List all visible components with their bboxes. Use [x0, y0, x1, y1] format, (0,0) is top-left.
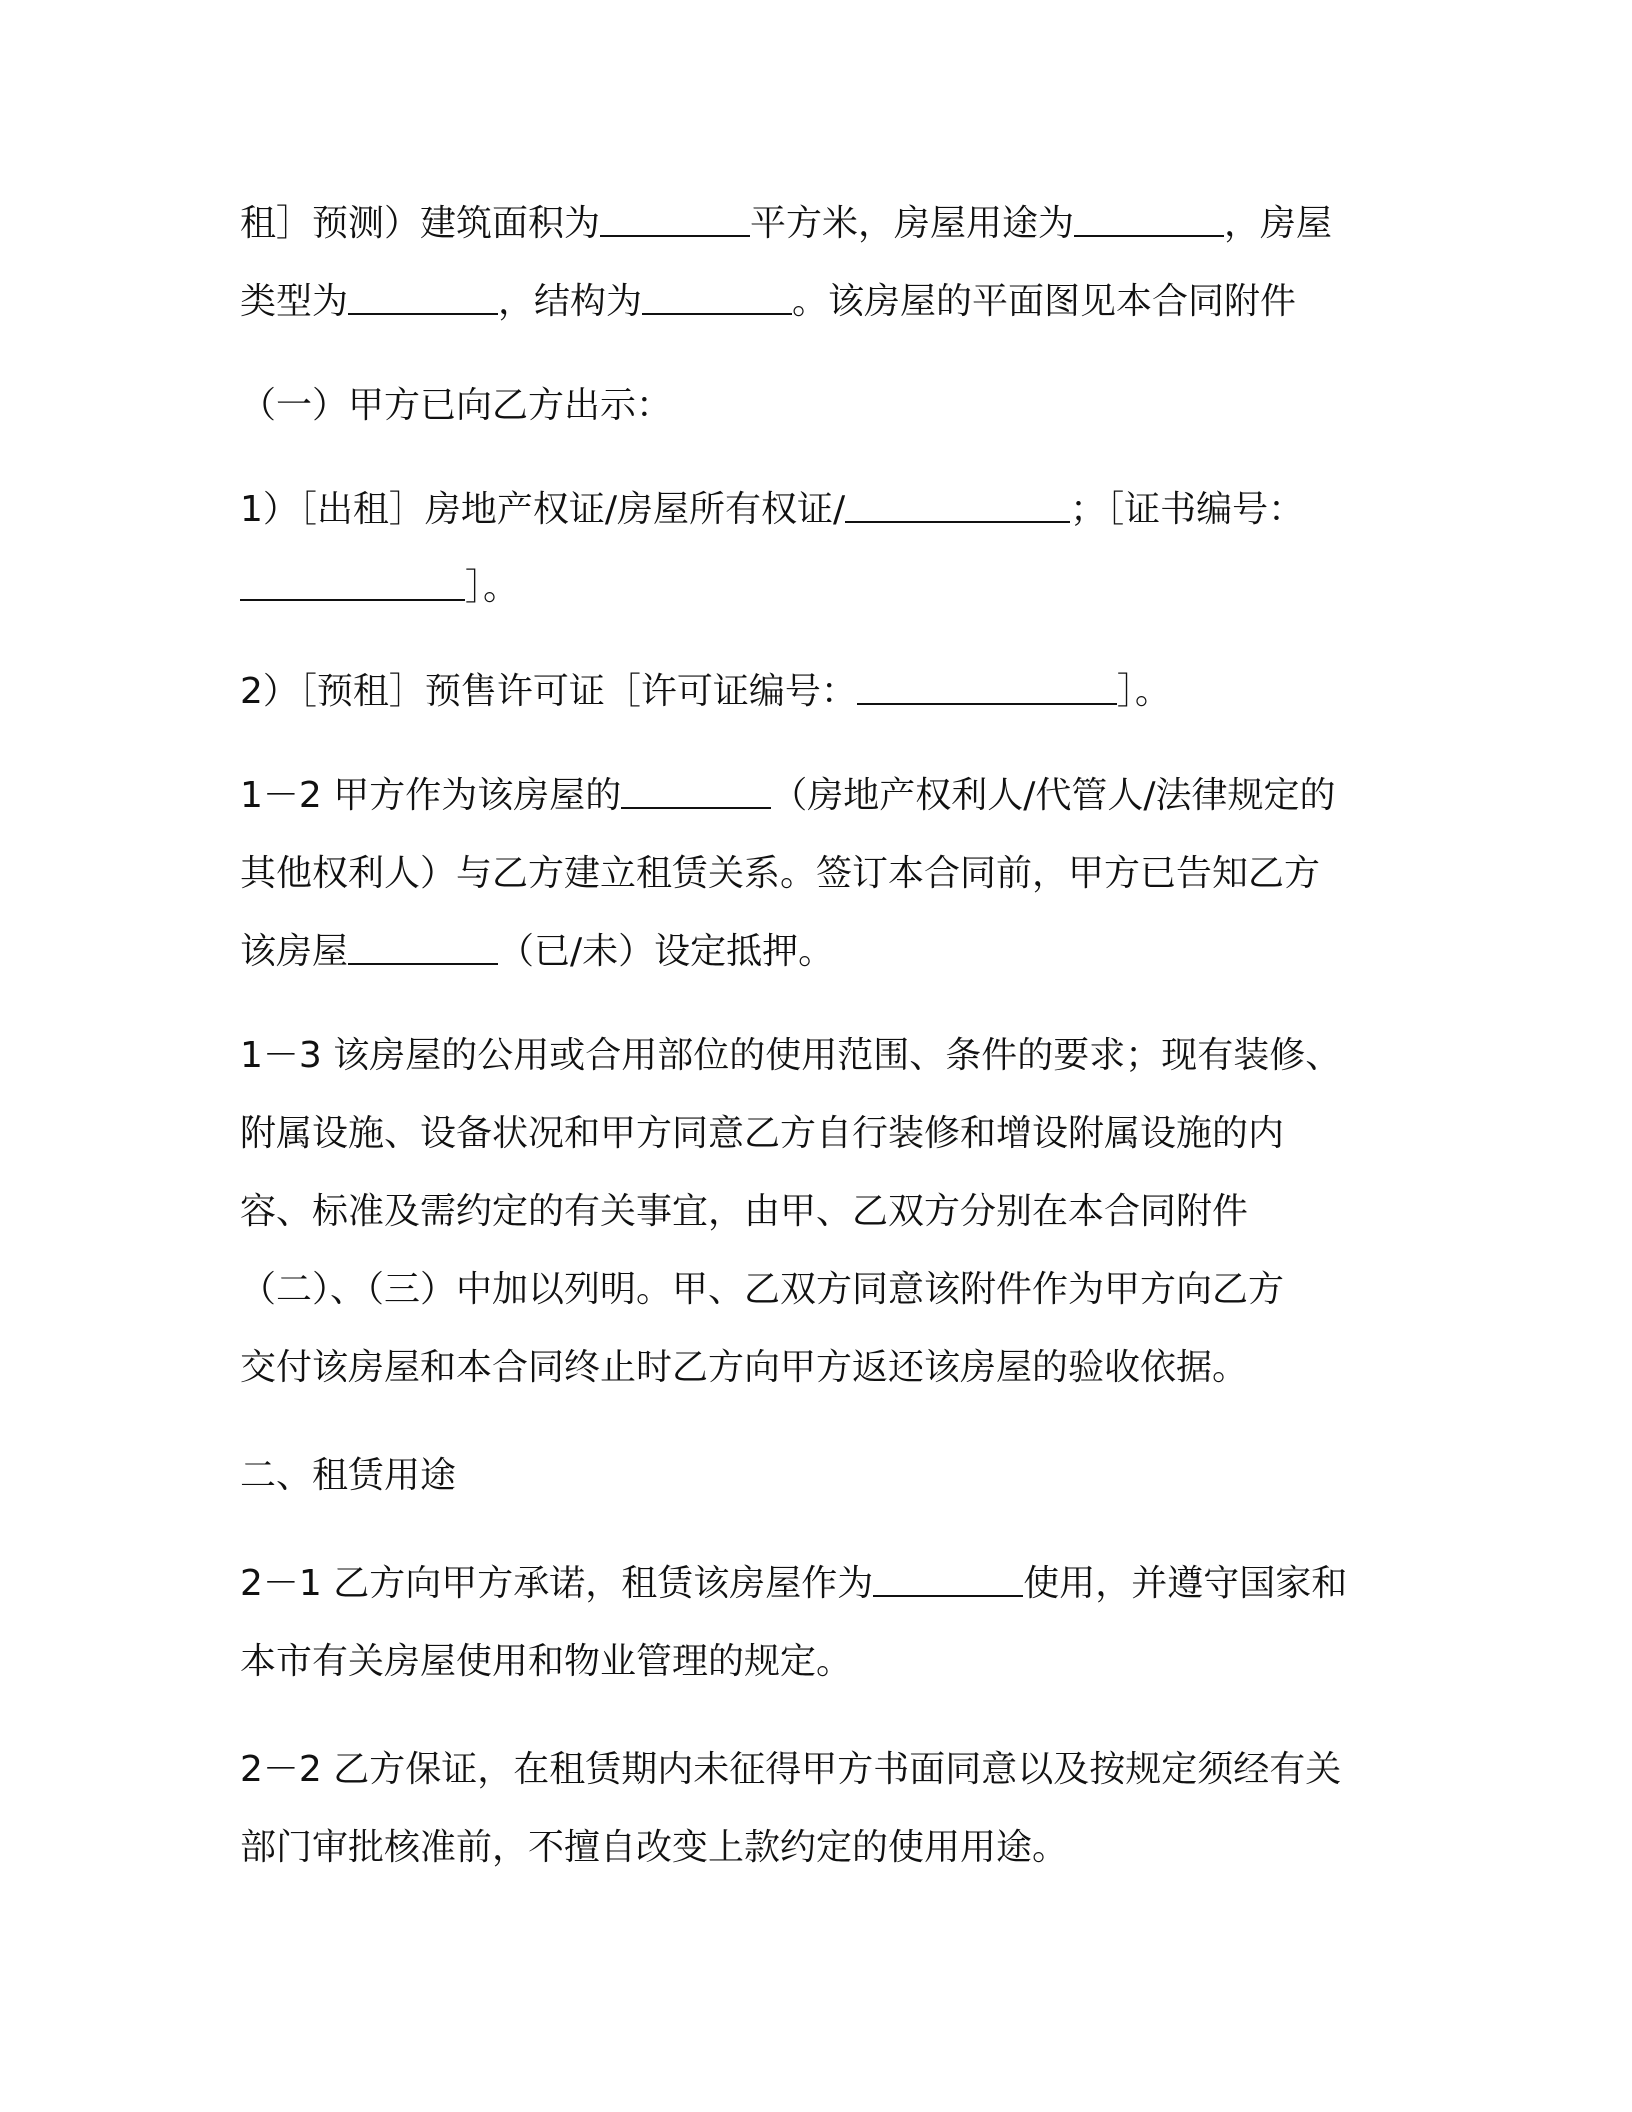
fill-blank	[348, 929, 498, 965]
section-heading: 二、租赁用途	[240, 1455, 457, 1496]
text-line: 租］预测）建筑面积为 平方米，房屋用途为 ，房屋	[240, 203, 1333, 244]
text-line: 该房屋 （已/未）设定抵押。	[240, 931, 835, 972]
text-line: 2）［预租］预售许可证［许可证编号： ］。	[240, 671, 1171, 712]
document-page	[240, 185, 1380, 1887]
text-line: 其他权利人）与乙方建立租赁关系。签订本合同前，甲方已告知乙方	[240, 853, 1321, 894]
fill-blank	[621, 773, 771, 809]
text-line: 2－2 乙方保证，在租赁期内未征得甲方书面同意以及按规定须经有关	[240, 1749, 1342, 1790]
fill-blank	[845, 487, 1070, 523]
fill-blank	[348, 279, 498, 315]
fill-blank	[873, 1561, 1023, 1597]
text-line: 交付该房屋和本合同终止时乙方向甲方返还该房屋的验收依据。	[240, 1347, 1249, 1388]
fill-blank	[857, 669, 1117, 705]
text-line: 容、标准及需约定的有关事宜，由甲、乙双方分别在本合同附件	[240, 1191, 1249, 1232]
fill-blank	[1074, 201, 1224, 237]
fill-blank	[600, 201, 750, 237]
text-line: （二）、（三）中加以列明。甲、乙双方同意该附件作为甲方向乙方	[240, 1269, 1285, 1310]
section-subheading: （一）甲方已向乙方出示：	[240, 385, 673, 426]
text-line: 2－1 乙方向甲方承诺，租赁该房屋作为 使用，并遵守国家和	[240, 1563, 1348, 1604]
text-line: ］。	[240, 549, 1380, 627]
text-line: 类型为 ，结构为 。该房屋的平面图见本合同附件	[240, 281, 1297, 322]
text-line: 附属设施、设备状况和甲方同意乙方自行装修和增设附属设施的内	[240, 1113, 1285, 1154]
fill-blank	[642, 279, 792, 315]
text-line: 1－2 甲方作为该房屋的 （房地产权利人/代管人/法律规定的	[240, 775, 1336, 816]
text-line: 1－3 该房屋的公用或合用部位的使用范围、条件的要求；现有装修、	[240, 1035, 1342, 1076]
fill-blank	[240, 565, 465, 601]
text-line: 本市有关房屋使用和物业管理的规定。	[240, 1641, 853, 1682]
text-line: 部门审批核准前，不擅自改变上款约定的使用用途。	[240, 1827, 1069, 1868]
text-line: 1）［出租］房地产权证/房屋所有权证/ ；［证书编号：	[240, 489, 1305, 530]
